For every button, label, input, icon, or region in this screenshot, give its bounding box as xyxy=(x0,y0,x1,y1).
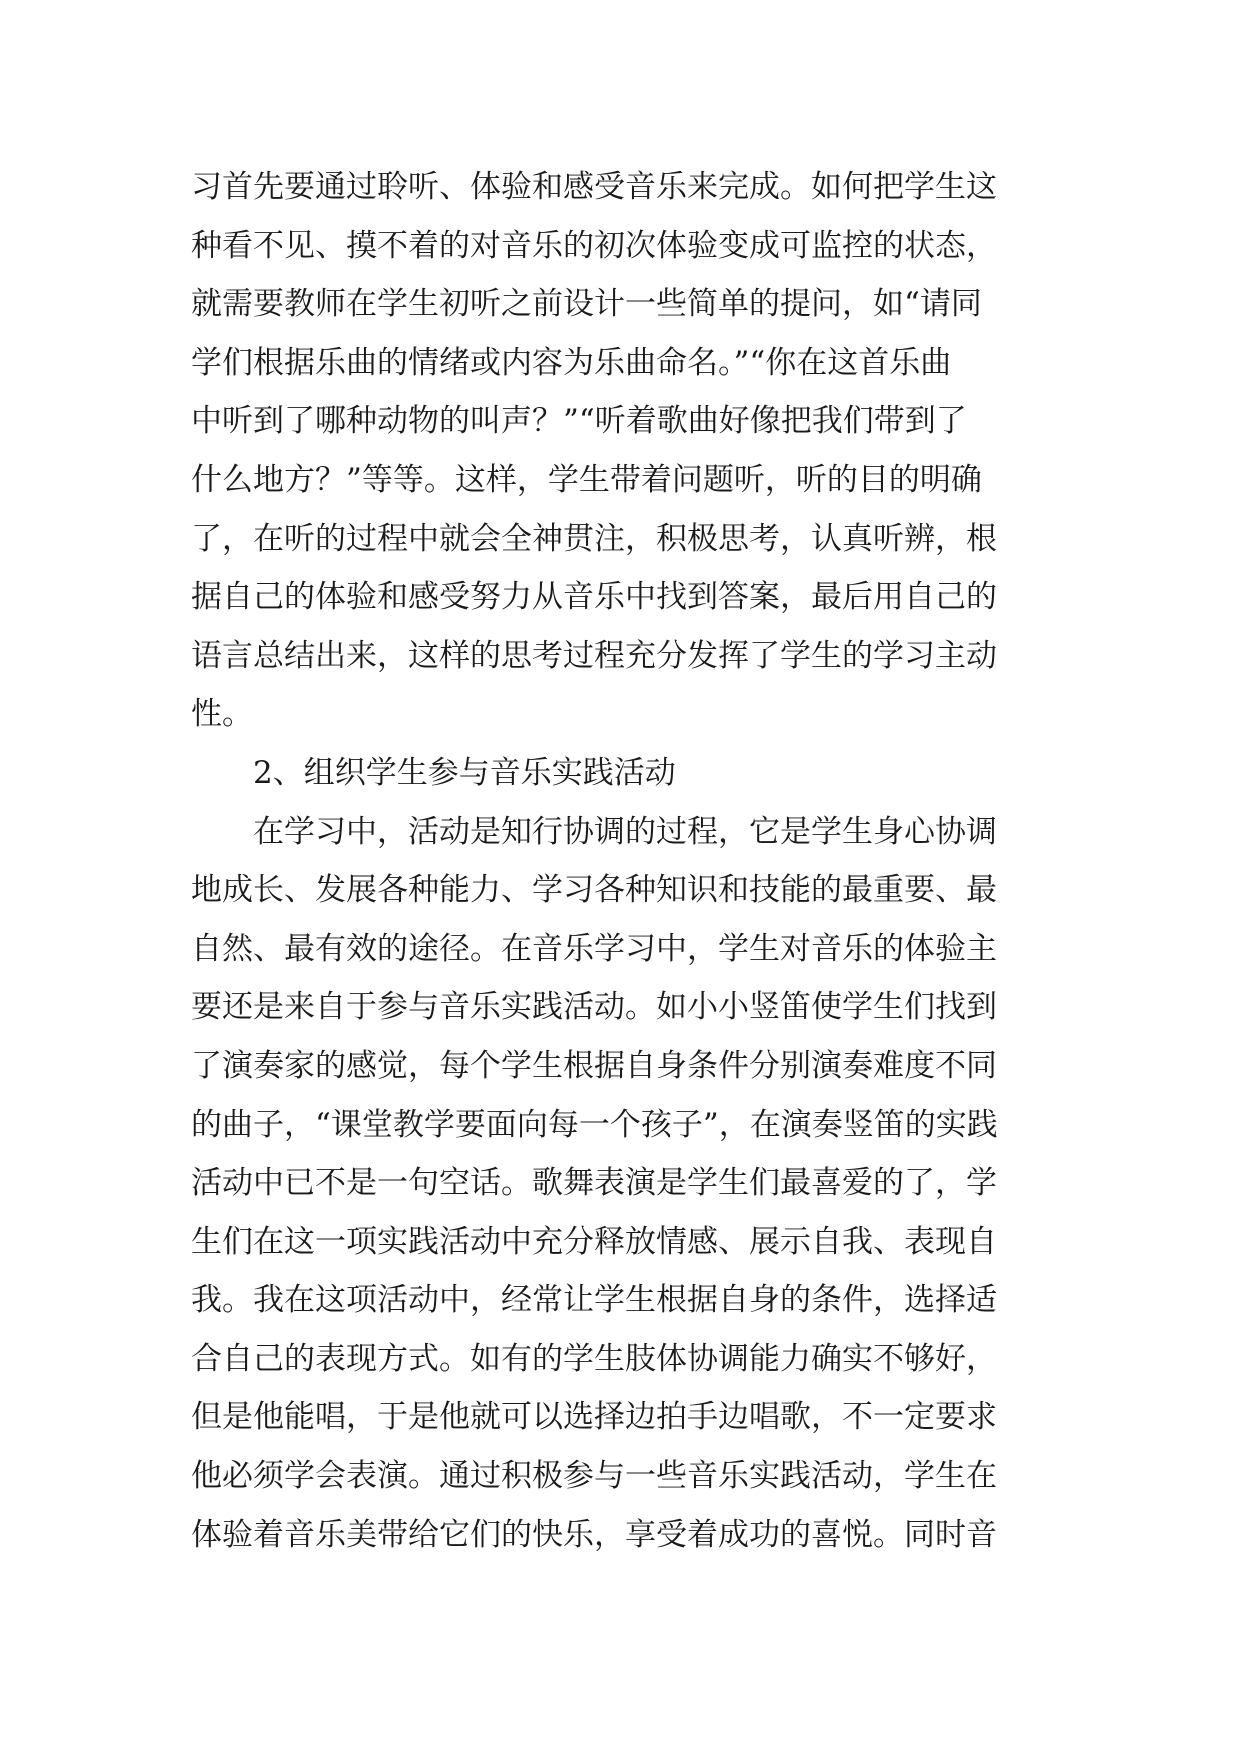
text-line: 习首先要通过聆听、体验和感受音乐来完成。如何把学生这 xyxy=(191,169,997,205)
text-line: 了演奏家的感觉，每个学生根据自身条件分别演奏难度不同 xyxy=(191,1047,997,1084)
text-line: 的曲子，“课堂教学要面向每一个孩子”，在演奏竖笛的实践 xyxy=(191,1106,998,1143)
text-line: 中听到了哪种动物的叫声？”“听着歌曲好像把我们带到了 xyxy=(191,403,967,440)
text-line: 了，在听的过程中就会全神贯注，积极思考，认真听辨，根 xyxy=(191,520,997,557)
text-line: 生们在这一项实践活动中充分释放情感、展示自我、表现自 xyxy=(191,1223,997,1260)
body-text xyxy=(191,158,1071,1564)
text-line: 语言总结出来，这样的思考过程充分发挥了学生的学习主动 xyxy=(191,637,997,674)
text-line: 我。我在这项活动中，经常让学生根据自身的条件，选择适 xyxy=(191,1282,997,1319)
text-line: 据自己的体验和感受努力从音乐中找到答案，最后用自己的 xyxy=(191,579,997,616)
text-line: 他必须学会表演。通过积极参与一些音乐实践活动，学生在 xyxy=(191,1458,997,1495)
text-line: 就需要教师在学生初听之前设计一些简单的提问，如“请同 xyxy=(191,286,982,323)
text-line: 自然、最有效的途径。在音乐学习中，学生对音乐的体验主 xyxy=(191,930,997,967)
text-line: 性。 xyxy=(191,696,253,733)
text-line: 体验着音乐美带给它们的快乐，享受着成功的喜悦。同时音 xyxy=(191,1516,997,1553)
text-line: 什么地方？”等等。这样，学生带着问题听，听的目的明确 xyxy=(191,461,982,498)
section-heading: 2、组织学生参与音乐实践活动 xyxy=(253,754,676,791)
text-line: 学们根据乐曲的情绪或内容为乐曲命名。”“你在这首乐曲 xyxy=(191,344,952,381)
text-line: 但是他能唱，于是他就可以选择边拍手边唱歌，不一定要求 xyxy=(191,1399,997,1436)
text-line: 地成长、发展各种能力、学习各种知识和技能的最重要、最 xyxy=(191,872,997,909)
text-line: 种看不见、摸不着的对音乐的初次体验变成可监控的状态， xyxy=(191,227,997,264)
text-line: 合自己的表现方式。如有的学生肢体协调能力确实不够好， xyxy=(191,1340,997,1377)
text-line: 要还是来自于参与音乐实践活动。如小小竖笛使学生们找到 xyxy=(191,989,997,1026)
text-line: 活动中已不是一句空话。歌舞表演是学生们最喜爱的了，学 xyxy=(191,1165,997,1202)
text-line: 在学习中，活动是知行协调的过程，它是学生身心协调 xyxy=(253,813,997,850)
